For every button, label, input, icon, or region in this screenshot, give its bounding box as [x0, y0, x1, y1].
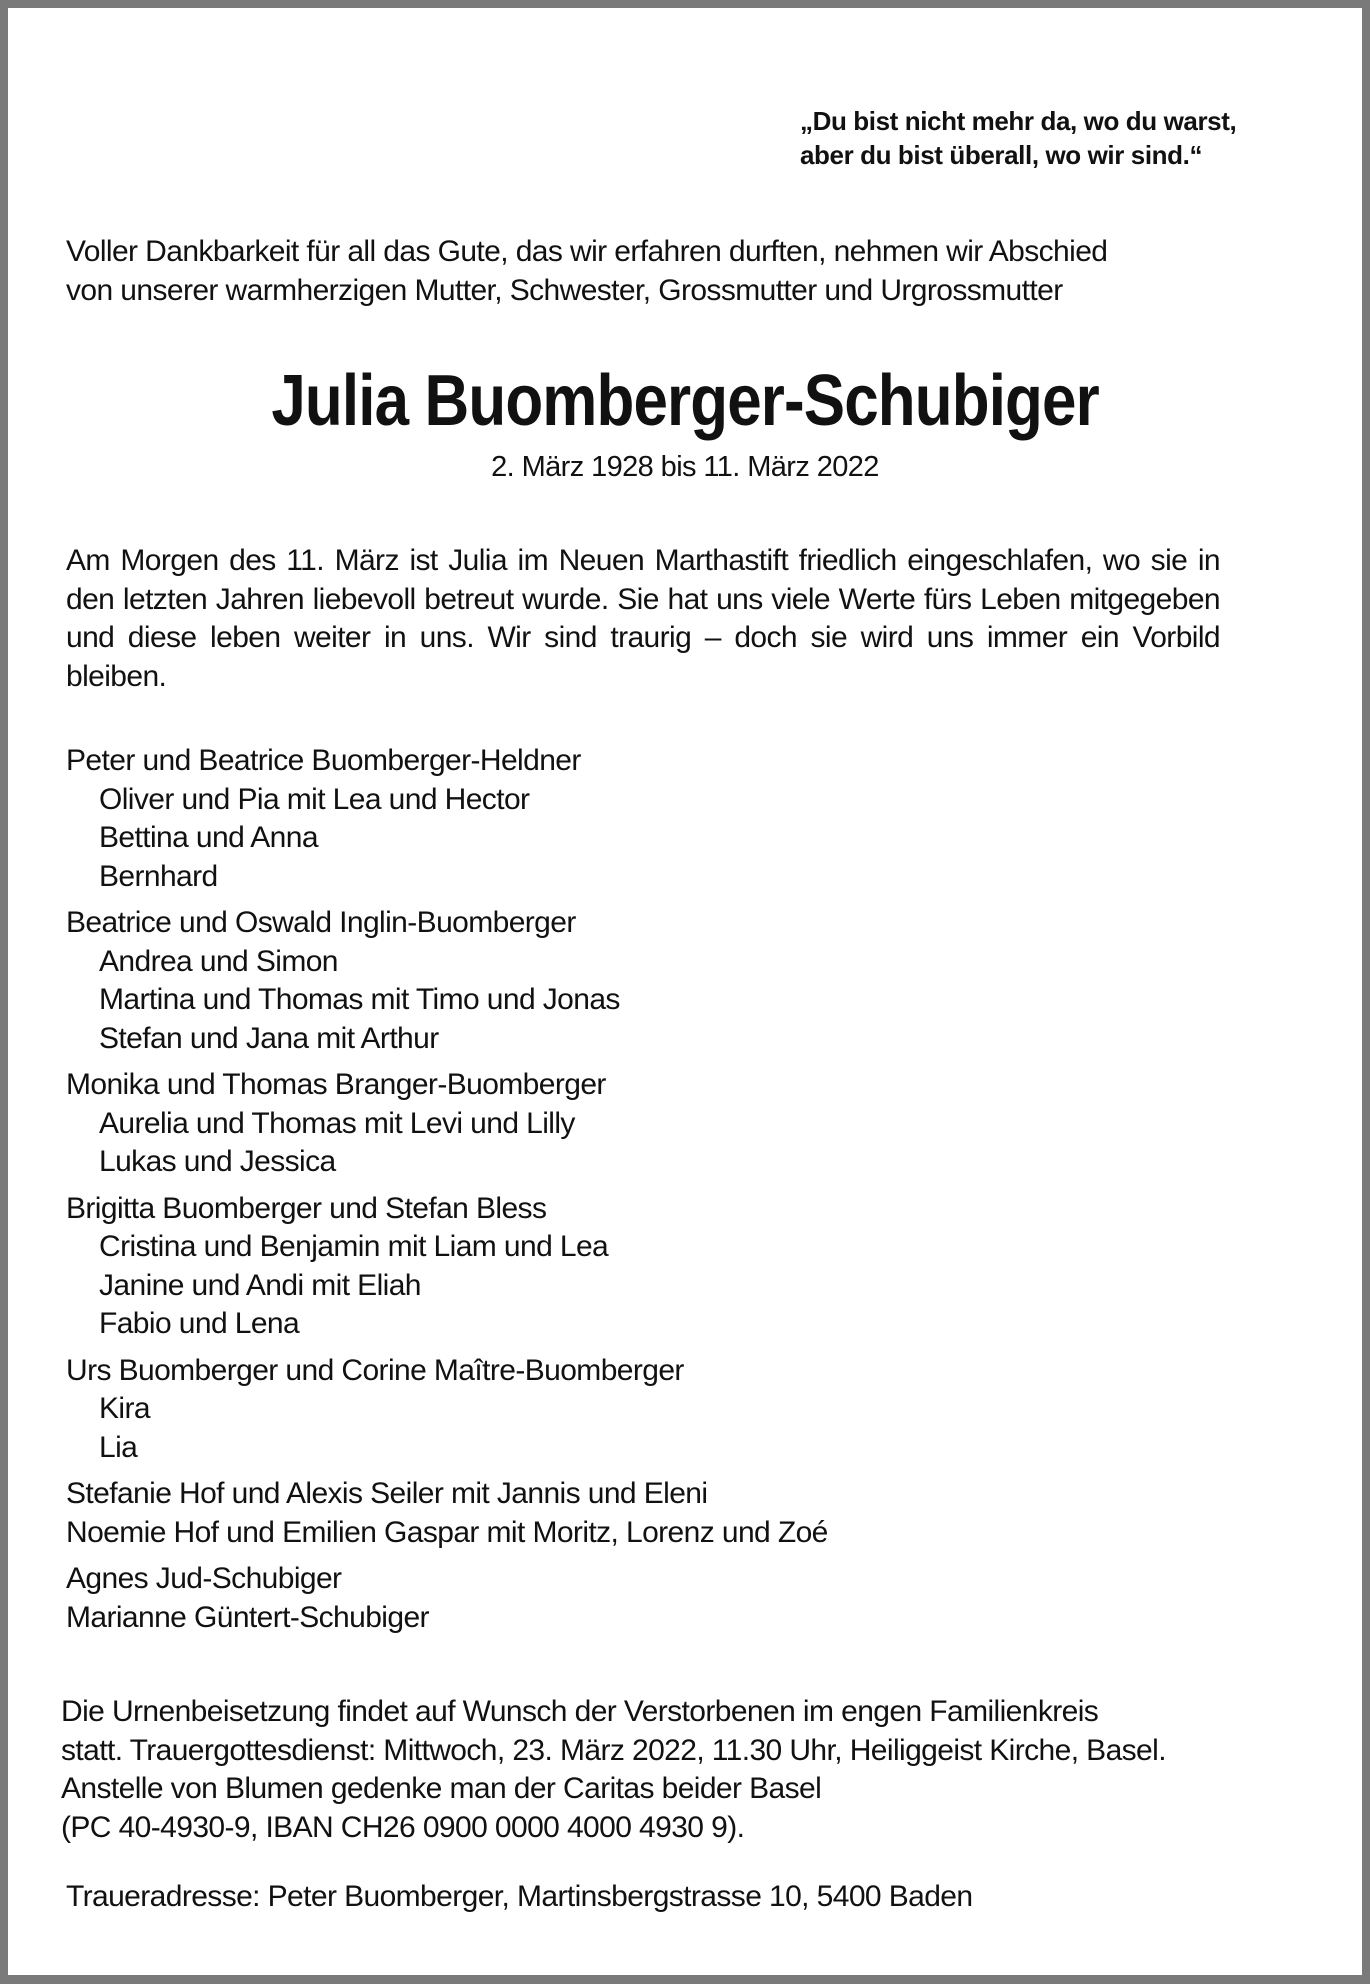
family-member: Aurelia und Thomas mit Levi und Lilly — [99, 1106, 575, 1140]
deceased-name — [8, 358, 1362, 444]
family-group — [66, 1066, 828, 1182]
family-member: Martina und Thomas mit Timo und Jonas — [99, 983, 620, 1016]
quote — [800, 104, 1236, 172]
family-member: Bernhard — [99, 859, 218, 893]
family-member: Lukas und Jessica — [99, 1145, 336, 1178]
obituary-paragraph: Am Morgen des 11. März ist Julia im Neuen Marthastift friedlich eingeschlafen, wo sie in den letzten Jahren liebevoll betreut wurde. Sie hat uns viele Werte fürs Leben mitgegeben und diese leben weiter in uns. Wir sind traurig – doch sie wird uns immer ein Vorbild bleiben. — [66, 544, 1220, 693]
family-member: Stefan und Jana mit Arthur — [99, 1021, 439, 1055]
family-group — [66, 1190, 828, 1344]
family-group — [66, 1560, 828, 1637]
closing-line: (PC 40-4930-9, IBAN CH26 0900 0000 4000 4930 9). — [61, 1810, 745, 1844]
mourning-address: Traueradresse: Peter Buomberger, Martinsbergstrasse 10, 5400 Baden — [66, 1880, 973, 1913]
family-member: Oliver und Pia mit Lea und Hector — [99, 782, 530, 816]
family-member: Fabio und Lena — [99, 1307, 300, 1340]
family-group — [66, 1352, 828, 1468]
family-member: Noemie Hof und Emilien Gaspar mit Moritz, Lorenz und Zoé — [66, 1515, 828, 1549]
closing-notice — [61, 1693, 1166, 1847]
family-head: Peter und Beatrice Buomberger-Heldner — [66, 744, 581, 777]
family-head: Beatrice und Oswald Inglin-Buomberger — [66, 906, 576, 939]
family-member: Bettina und Anna — [99, 821, 318, 854]
family-member: Lia — [99, 1430, 138, 1464]
life-dates: 2. März 1928 bis 11. März 2022 — [491, 451, 879, 483]
family-group — [66, 742, 828, 896]
family-head: Brigitta Buomberger und Stefan Bless — [66, 1191, 547, 1225]
family-member: Andrea und Simon — [99, 944, 338, 978]
intro-text — [66, 233, 1107, 310]
family-member: Kira — [99, 1392, 150, 1425]
family-member: Janine und Andi mit Eliah — [99, 1268, 421, 1302]
family-head: Monika und Thomas Branger-Buomberger — [66, 1068, 606, 1101]
family-member: Cristina und Benjamin mit Liam und Lea — [99, 1230, 609, 1263]
closing-line: Anstelle von Blumen gedenke man der Caritas beider Basel — [61, 1772, 822, 1805]
intro-line: von unserer warmherzigen Mutter, Schwester, Grossmutter und Urgrossmutter — [66, 273, 1063, 307]
family-list — [66, 742, 828, 1645]
closing-line: statt. Trauergottesdienst: Mittwoch, 23. März 2022, 11.30 Uhr, Heiliggeist Kirche, Basel. — [61, 1733, 1166, 1767]
family-head: Agnes Jud-Schubiger — [66, 1562, 342, 1595]
family-group — [66, 1475, 828, 1552]
intro-line: Voller Dankbarkeit für all das Gute, das wir erfahren durften, nehmen wir Abschied — [66, 235, 1108, 268]
quote-line: „Du bist nicht mehr da, wo du warst, — [800, 106, 1237, 136]
family-member: Marianne Güntert-Schubiger — [66, 1600, 429, 1634]
deceased-name-text: Julia Buomberger-Schubiger — [271, 361, 1099, 441]
quote-line: aber du bist überall, wo wir sind.“ — [800, 140, 1203, 170]
closing-line: Die Urnenbeisetzung findet auf Wunsch der Verstorbenen im engen Familienkreis — [61, 1695, 1099, 1728]
family-group — [66, 904, 828, 1058]
family-head: Stefanie Hof und Alexis Seiler mit Jannis und Eleni — [66, 1477, 708, 1510]
family-head: Urs Buomberger und Corine Maître-Buomberger — [66, 1353, 684, 1387]
obituary-page — [8, 8, 1362, 1975]
